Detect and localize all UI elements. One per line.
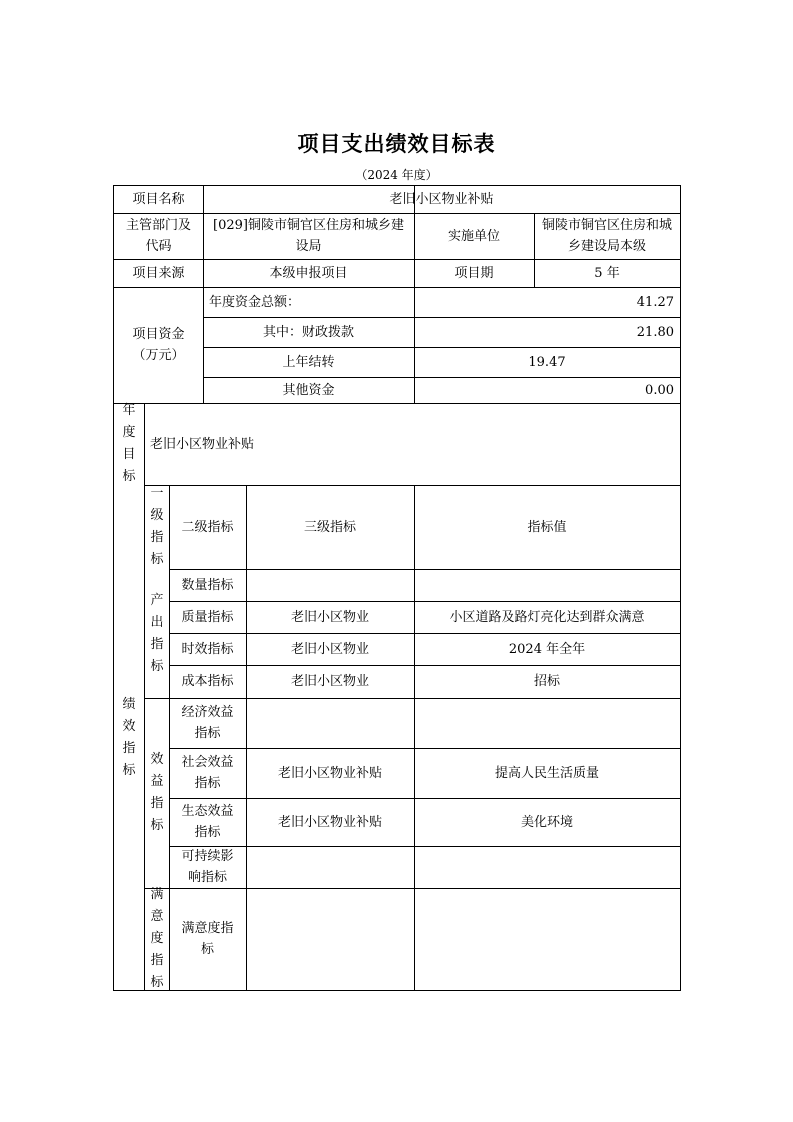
department-value: [029]铜陵市铜官区住房和城乡建设局 bbox=[213, 218, 404, 254]
carryover-funds-label: 上年结转 bbox=[282, 354, 335, 370]
funds-label: 项目资金（万元） bbox=[132, 327, 185, 363]
satisfaction-indicators-label: 满意度指标 bbox=[150, 887, 164, 990]
performance-table bbox=[113, 185, 681, 991]
project-name-label: 项目名称 bbox=[132, 192, 185, 207]
period-label: 项目期 bbox=[454, 265, 494, 281]
table-row-level3: 老旧小区物业 bbox=[290, 674, 369, 689]
page-title: 项目支出绩效目标表 bbox=[297, 132, 496, 156]
source-value: 本级申报项目 bbox=[269, 265, 348, 281]
implementing-unit-label: 实施单位 bbox=[447, 228, 500, 244]
table-row-level2: 经济效益指标 bbox=[181, 705, 234, 741]
output-indicators-label: 产出指标 bbox=[150, 592, 164, 674]
carryover-funds-value: 19.47 bbox=[528, 354, 566, 370]
fiscal-funds-value: 21.80 bbox=[636, 324, 674, 340]
table-row-value bbox=[414, 569, 680, 601]
annual-goal-label: 年度目标 bbox=[122, 403, 136, 484]
level3-header: 三级指标 bbox=[303, 519, 356, 535]
table-row-level3 bbox=[246, 846, 414, 888]
table-row-value bbox=[414, 698, 680, 748]
table-row-level3: 老旧小区物业 bbox=[290, 609, 369, 625]
table-row-level3: 老旧小区物业 bbox=[290, 641, 369, 657]
implementing-unit-value: 铜陵市铜官区住房和城乡建设局本级 bbox=[541, 218, 672, 254]
table-row-value: 招标 bbox=[533, 674, 560, 689]
table-row-value bbox=[414, 888, 680, 990]
fiscal-funds-label: 其中：财政拨款 bbox=[262, 324, 354, 340]
table-row-level3 bbox=[246, 698, 414, 748]
level2-header: 二级指标 bbox=[181, 519, 234, 535]
value-header: 指标值 bbox=[527, 519, 567, 535]
table-row-level3: 老旧小区物业补贴 bbox=[277, 814, 382, 830]
table-row-level2: 满意度指标 bbox=[181, 921, 234, 957]
annual-goal-value: 老旧小区物业补贴 bbox=[150, 436, 255, 452]
total-funds-label: 年度资金总额： bbox=[209, 294, 301, 310]
table-row-level2: 数量指标 bbox=[181, 577, 234, 593]
table-row-value: 2024 年全年 bbox=[508, 641, 586, 657]
level1-header: 一级指标 bbox=[150, 486, 164, 567]
year-note: （2024 年度） bbox=[355, 168, 438, 182]
period-value: 5 年 bbox=[594, 265, 620, 281]
table-row-level2: 质量指标 bbox=[181, 609, 234, 625]
table-row-level2: 生态效益指标 bbox=[181, 804, 234, 840]
department-label: 主管部门及代码 bbox=[125, 218, 191, 254]
source-label: 项目来源 bbox=[132, 265, 185, 281]
table-row-level2: 成本指标 bbox=[181, 674, 234, 689]
table-row-value: 提高人民生活质量 bbox=[494, 765, 599, 781]
table-row-level2: 可持续影响指标 bbox=[181, 849, 234, 885]
table-row-level2: 时效指标 bbox=[181, 641, 234, 657]
total-funds-value: 41.27 bbox=[636, 294, 674, 310]
table-row-value: 小区道路及路灯亮化达到群众满意 bbox=[449, 609, 645, 625]
table-row-value: 美化环境 bbox=[520, 814, 573, 830]
performance-indicators-label: 绩效指标 bbox=[122, 696, 136, 778]
table-row-value bbox=[414, 846, 680, 888]
other-funds-value: 0.00 bbox=[645, 382, 674, 398]
other-funds-label: 其他资金 bbox=[282, 382, 335, 398]
col-divider bbox=[144, 403, 145, 990]
benefit-indicators-label: 效益指标 bbox=[150, 752, 164, 833]
table-row-level3 bbox=[246, 888, 414, 990]
table-row-level2: 社会效益指标 bbox=[181, 755, 234, 791]
table-row-level3 bbox=[246, 569, 414, 601]
table-row-level3: 老旧小区物业补贴 bbox=[277, 765, 382, 781]
project-name-value: 老旧小区物业补贴 bbox=[389, 192, 494, 207]
